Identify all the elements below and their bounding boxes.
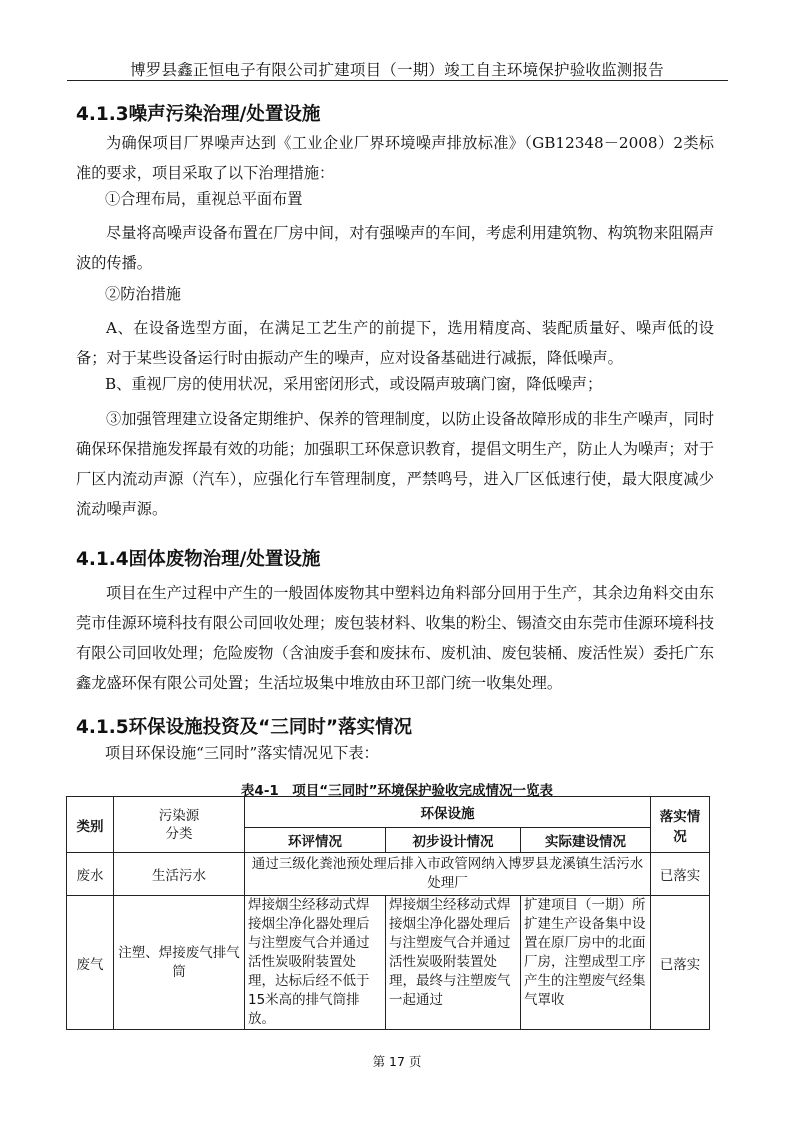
investment-text: 项目环保设施“三同时”落实情况见下表： [105,744,379,762]
header-category: 类别 [67,797,114,853]
cell-eia: 焊接烟尘经移动式焊接烟尘净化器处理后与注塑废气合并通过活性炭吸附装置处理，达标后经不低于15米高的排气筒排放。 [245,896,386,1030]
cell-category: 废水 [67,853,114,896]
cell-prelim: 焊接烟尘经移动式焊接烟尘净化器处理后与注塑废气合并通过活性炭吸附装置处理，最终与注塑废气一起通过 [386,896,521,1030]
three-simultaneous-table [66,796,710,1030]
header-actual: 实际建设情况 [521,828,651,853]
cell-status: 已落实 [651,853,710,896]
header-prelim: 初步设计情况 [386,828,521,853]
table-row [67,896,710,1030]
cell-pollutant: 生活污水 [114,853,245,896]
noise-item3-text: ③加强管理建立设备定期维护、保养的管理制度，以防止设备故障形成的非生产噪声，同时确保环保措施发挥最有效的功能；加强职工环保意识教育，提倡文明生产，防止人为噪声；对于厂区内流动声源（汽车），应强化行车管理制度，严禁鸣号，进入厂区低速行使，最大限度减少流动噪声源。 [76,410,714,518]
noise-intro: 为确保项目厂界噪声达到《工业企业厂界环境噪声排放标准》（GB12348－2008）2类标准的要求，项目采取了以下治理措施： [76,134,714,182]
header-pollutant: 污染源 分类 [114,797,245,853]
table-caption: 表4-1 项目“三同时”环境保护验收完成情况一览表 [240,783,554,799]
table-row [67,853,710,896]
report-header-title: 博罗县鑫正恒电子有限公司扩建项目（一期）竣工自主环境保护验收监测报告 [130,61,664,79]
noise-item2-a: A、在设备选型方面，在满足工艺生产的前提下，选用精度高、装配质量好、噪声低的设备；对于某些设备运行时由振动产生的噪声，应对设备基础进行减振，降低噪声。 [76,319,714,367]
cell-merged-facility: 通过三级化粪池预处理后排入市政管网纳入博罗县龙溪镇生活污水处理厂 [245,853,651,896]
heading-noise: 4.1.3噪声污染治理/处置设施 [76,104,321,125]
header-divider [67,80,728,81]
heading-investment: 4.1.5环保设施投资及“三同时”落实情况 [76,717,412,738]
table-header-row [67,797,710,828]
cell-pollutant: 注塑、焊接废气排气筒 [114,896,245,1030]
solid-waste-text: 项目在生产过程中产生的一般固体废物其中塑料边角料部分回用于生产，其余边角料交由东莞市佳源环境科技有限公司回收处理；废包装材料、收集的粉尘、锡渣交由东莞市佳源环境科技有限公司回收处理；危险废物（含油废手套和废抹布、废机油、废包装桶、废活性炭）委托广东鑫龙盛环保有限公司处置；生活垃圾集中堆放由环卫部门统一收集处理。 [76,584,714,692]
page-number: 第 17 页 [372,1054,422,1069]
noise-item1-title: ①合理布局，重视总平面布置 [105,190,303,208]
header-eia: 环评情况 [245,828,386,853]
noise-item2-b: B、重视厂房的使用状况，采用密闭形式，或设隔声玻璃门窗，降低噪声； [105,375,603,393]
noise-item2-title: ②防治措施 [105,285,181,303]
noise-item1-text: 尽量将高噪声设备布置在厂房中间，对有强噪声的车间，考虑利用建筑物、构筑物来阻隔声波的传播。 [76,224,714,272]
header-status: 落实情况 [651,797,710,853]
cell-status: 已落实 [651,896,710,1030]
cell-actual: 扩建项目（一期）所扩建生产设备集中设置在原厂房中的北面厂房，注塑成型工序产生的注塑废气经集气罩收 [521,896,651,1030]
header-facility: 环保设施 [245,797,651,828]
cell-category: 废气 [67,896,114,1030]
heading-solid-waste: 4.1.4固体废物治理/处置设施 [76,549,321,570]
